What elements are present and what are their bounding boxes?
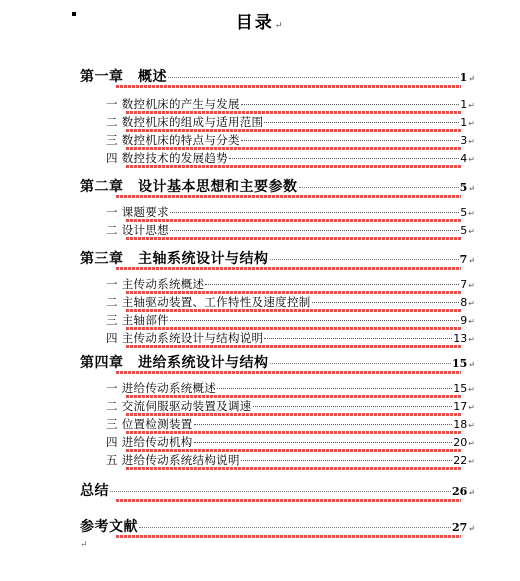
dot-leader — [264, 122, 459, 123]
spellcheck-underline — [116, 371, 461, 374]
toc-section-entry[interactable] — [106, 114, 475, 130]
page-number: 1 — [459, 71, 468, 84]
dot-leader — [139, 527, 451, 528]
spellcheck-underline — [116, 85, 461, 88]
dot-leader — [168, 77, 459, 78]
page-number: 8 — [460, 296, 468, 309]
page-number: 26 — [451, 485, 468, 498]
dot-leader — [170, 230, 459, 231]
spellcheck-underline — [126, 219, 461, 222]
page-number: 17 — [453, 400, 468, 413]
page-number: 4 — [460, 152, 468, 165]
toc-chapter-entry[interactable] — [80, 480, 475, 500]
dot-leader — [264, 338, 452, 339]
paragraph-mark: ↵ — [468, 183, 475, 193]
toc-title-text: 目录 — [235, 13, 274, 33]
entry-title: 四 主传动系统设计与结构说明 — [106, 331, 264, 345]
page-number: 7 — [459, 253, 468, 266]
dot-leader — [170, 212, 459, 213]
spellcheck-underline — [126, 291, 461, 294]
paragraph-mark: ↵ — [468, 523, 475, 533]
spellcheck-underline — [126, 431, 461, 434]
paragraph-mark: ↵ — [468, 101, 475, 110]
toc-section-entry[interactable] — [106, 312, 475, 328]
paragraph-mark: ↵ — [80, 540, 88, 550]
toc-section-entry[interactable] — [106, 132, 475, 148]
dot-leader — [194, 424, 453, 425]
dot-leader — [253, 406, 453, 407]
toc-section-entry[interactable] — [106, 380, 475, 396]
paragraph-mark: ↵ — [468, 317, 475, 326]
spellcheck-underline — [126, 395, 461, 398]
spellcheck-underline — [126, 327, 461, 330]
page-number: 1 — [460, 98, 468, 111]
paragraph-mark: ↵ — [468, 119, 475, 128]
paragraph-mark: ↵ — [468, 73, 475, 83]
spellcheck-underline — [126, 147, 461, 150]
paragraph-mark: ↵ — [468, 439, 475, 448]
entry-title: 一 数控机床的产生与发展 — [106, 97, 240, 111]
spellcheck-underline — [126, 237, 461, 240]
paragraph-mark: ↵ — [468, 255, 475, 265]
entry-title: 一 主传动系统概述 — [106, 277, 205, 291]
page-number: 20 — [453, 436, 468, 449]
dot-leader — [312, 302, 460, 303]
dot-leader — [194, 442, 453, 443]
paragraph-mark: ↵ — [468, 227, 475, 236]
page-number: 22 — [453, 454, 468, 467]
toc-section-entry[interactable] — [106, 398, 475, 414]
dot-leader — [270, 259, 459, 260]
spellcheck-underline — [126, 111, 461, 114]
paragraph-mark: ↵ — [468, 457, 475, 466]
toc-section-entry[interactable] — [106, 96, 475, 112]
entry-title: 参考文献 — [80, 519, 138, 535]
toc-chapter-entry[interactable] — [80, 176, 475, 196]
toc-chapter-entry[interactable] — [80, 66, 475, 86]
spellcheck-underline — [116, 499, 461, 502]
dot-leader — [241, 140, 460, 141]
page-number: 13 — [453, 332, 468, 345]
toc-section-entry[interactable] — [106, 150, 475, 166]
page-number: 5 — [460, 206, 468, 219]
spellcheck-underline — [116, 195, 461, 198]
page-number: 18 — [453, 418, 468, 431]
page-number: 7 — [460, 278, 468, 291]
toc-chapter-entry[interactable] — [80, 352, 475, 372]
entry-title: 五 进给传动系统结构说明 — [106, 453, 240, 467]
entry-title: 第四章 进给系统设计与结构 — [80, 355, 269, 371]
page-number: 27 — [451, 521, 468, 534]
dot-leader — [170, 320, 459, 321]
toc-section-entry[interactable] — [106, 222, 475, 238]
paragraph-mark: ↵ — [468, 487, 475, 497]
spellcheck-underline — [116, 267, 461, 270]
paragraph-mark: ↵ — [468, 281, 475, 290]
entry-title: 二 数控机床的组成与适用范围 — [106, 115, 264, 129]
toc-title — [0, 8, 520, 33]
dot-leader — [241, 460, 453, 461]
spellcheck-underline — [116, 535, 461, 538]
spellcheck-underline — [126, 345, 461, 348]
toc-section-entry[interactable] — [106, 276, 475, 292]
paragraph-mark: ↵ — [468, 137, 475, 146]
paragraph-mark: ↵ — [468, 155, 475, 164]
entry-title: 四 数控技术的发展趋势 — [106, 151, 228, 165]
entry-title: 一 课题要求 — [106, 205, 169, 219]
paragraph-mark: ↵ — [468, 403, 475, 412]
entry-title: 一 进给传动系统概述 — [106, 381, 217, 395]
toc-section-entry[interactable] — [106, 294, 475, 310]
entry-title: 二 交流伺服驱动装置及调速 — [106, 399, 252, 413]
toc-section-entry[interactable] — [106, 452, 475, 468]
entry-title: 二 主轴驱动装置、工作特性及速度控制 — [106, 295, 311, 309]
toc-section-entry[interactable] — [106, 434, 475, 450]
paragraph-mark: ↵ — [468, 299, 475, 308]
toc-section-entry[interactable] — [106, 204, 475, 220]
entry-title: 第二章 设计基本思想和主要参数 — [80, 179, 298, 195]
spellcheck-underline — [126, 467, 461, 470]
toc-chapter-entry[interactable] — [80, 516, 475, 536]
dot-leader — [110, 491, 451, 492]
page-number: 5 — [460, 224, 468, 237]
dot-leader — [217, 388, 452, 389]
paragraph-mark: ↵ — [274, 21, 285, 31]
entry-title: 第三章 主轴系统设计与结构 — [80, 251, 269, 267]
dot-leader — [270, 363, 451, 364]
entry-title: 第一章 概述 — [80, 69, 167, 85]
entry-title: 三 数控机床的特点与分类 — [106, 133, 240, 147]
dot-leader — [229, 158, 459, 159]
entry-title: 总结 — [80, 483, 109, 499]
page-number: 1 — [460, 116, 468, 129]
spellcheck-underline — [126, 309, 461, 312]
paragraph-mark: ↵ — [468, 421, 475, 430]
page-number: 15 — [453, 382, 468, 395]
entry-title: 二 设计思想 — [106, 223, 169, 237]
entry-title: 三 主轴部件 — [106, 313, 169, 327]
paragraph-mark: ↵ — [468, 359, 475, 369]
dot-leader — [205, 284, 459, 285]
page-number: 5 — [459, 181, 468, 194]
entry-title: 三 位置检测装置 — [106, 417, 193, 431]
entry-title: 四 进给传动机构 — [106, 435, 193, 449]
dot-leader — [241, 104, 460, 105]
spellcheck-underline — [126, 129, 461, 132]
page-number: 3 — [460, 134, 468, 147]
paragraph-mark: ↵ — [468, 335, 475, 344]
toc-section-entry[interactable] — [106, 330, 475, 346]
dot-leader — [299, 187, 459, 188]
toc-section-entry[interactable] — [106, 416, 475, 432]
spellcheck-underline — [126, 165, 461, 168]
page-number: 9 — [460, 314, 468, 327]
paragraph-mark: ↵ — [468, 385, 475, 394]
toc-chapter-entry[interactable] — [80, 248, 475, 268]
paragraph-mark: ↵ — [468, 209, 475, 218]
spellcheck-underline — [126, 449, 461, 452]
spellcheck-underline — [126, 413, 461, 416]
page-number: 15 — [451, 357, 468, 370]
